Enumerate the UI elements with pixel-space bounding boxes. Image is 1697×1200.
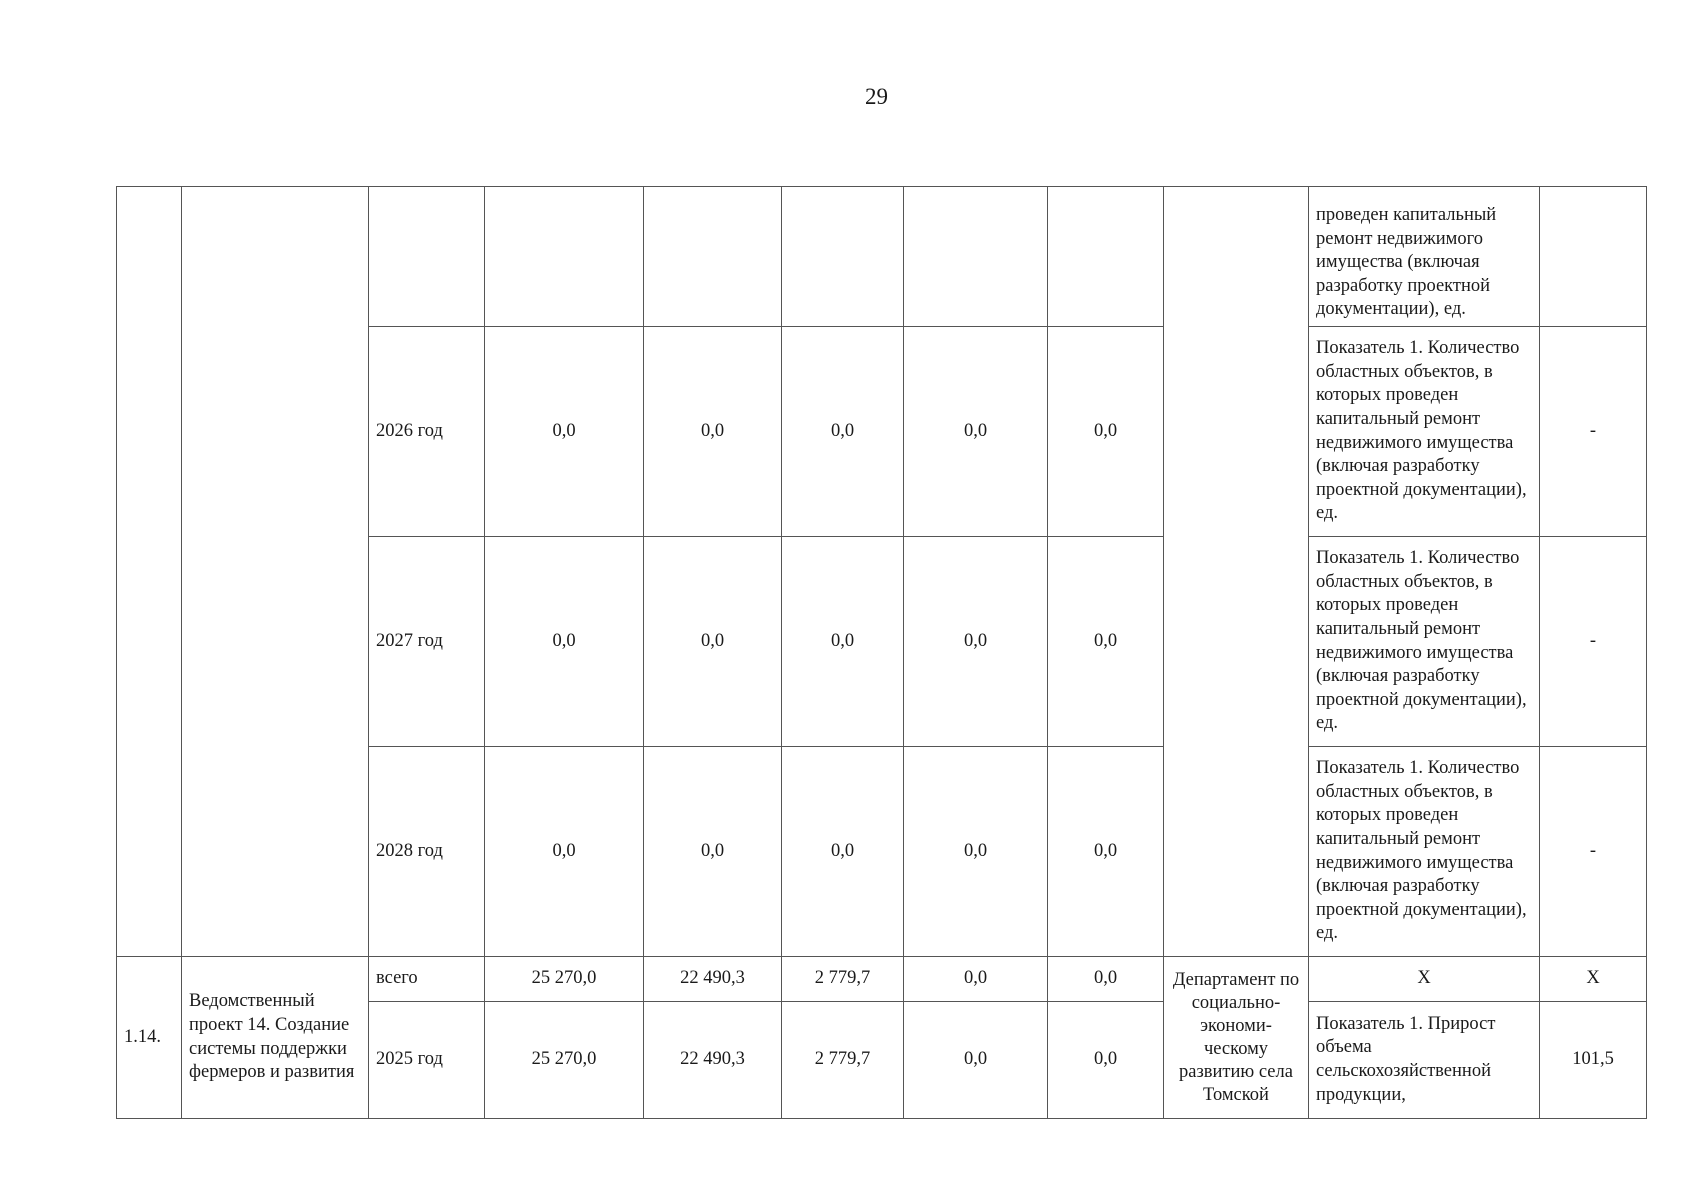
indicator-cell: Показатель 1. Количество областных объектов, в которых проведен капитальный ремонт недвижимого имущества (включая разработку проектной документации), ед. bbox=[1309, 327, 1540, 537]
value-cell: 0,0 bbox=[1048, 957, 1164, 1002]
value-cell bbox=[485, 187, 644, 327]
value-cell: 25 270,0 bbox=[485, 957, 644, 1002]
value-cell: 25 270,0 bbox=[485, 1002, 644, 1119]
indicator-value-cell: - bbox=[1540, 537, 1647, 747]
table-row bbox=[117, 187, 1647, 327]
row-name-cell bbox=[182, 187, 369, 957]
indicator-cell: Показатель 1. Прирост объема сельскохозяйственной продукции, bbox=[1309, 1002, 1540, 1119]
value-cell bbox=[782, 187, 904, 327]
value-cell: 22 490,3 bbox=[644, 1002, 782, 1119]
page-number: 29 bbox=[865, 84, 888, 109]
value-cell: 2 779,7 bbox=[782, 1002, 904, 1119]
value-cell: 0,0 bbox=[782, 537, 904, 747]
value-cell: 0,0 bbox=[904, 537, 1048, 747]
period-cell: всего bbox=[369, 957, 485, 1002]
budget-table bbox=[116, 186, 1647, 1119]
value-cell: 2 779,7 bbox=[782, 957, 904, 1002]
value-cell: 0,0 bbox=[1048, 327, 1164, 537]
value-cell bbox=[644, 187, 782, 327]
indicator-value-cell: X bbox=[1540, 957, 1647, 1002]
period-cell bbox=[369, 187, 485, 327]
indicator-value-cell: - bbox=[1540, 747, 1647, 957]
period-cell: 2025 год bbox=[369, 1002, 485, 1119]
value-cell: 0,0 bbox=[485, 327, 644, 537]
value-cell: 0,0 bbox=[1048, 747, 1164, 957]
indicator-value-cell: 101,5 bbox=[1540, 1002, 1647, 1119]
indicator-cell: Показатель 1. Количество областных объектов, в которых проведен капитальный ремонт недвижимого имущества (включая разработку проектной документации), ед. bbox=[1309, 537, 1540, 747]
indicator-cell: X bbox=[1309, 957, 1540, 1002]
value-cell: 22 490,3 bbox=[644, 957, 782, 1002]
value-cell: 0,0 bbox=[644, 537, 782, 747]
indicator-cell: проведен капитальный ремонт недвижимого имущества (включая разработку проектной документации), ед. bbox=[1309, 187, 1540, 327]
value-cell: 0,0 bbox=[1048, 537, 1164, 747]
value-cell bbox=[904, 187, 1048, 327]
value-cell: 0,0 bbox=[1048, 1002, 1164, 1119]
period-cell: 2027 год bbox=[369, 537, 485, 747]
value-cell: 0,0 bbox=[904, 747, 1048, 957]
period-cell: 2028 год bbox=[369, 747, 485, 957]
indicator-cell: Показатель 1. Количество областных объектов, в которых проведен капитальный ремонт недвижимого имущества (включая разработку проектной документации), ед. bbox=[1309, 747, 1540, 957]
project-name-cell: Ведомственный проект 14. Создание системы поддержки фермеров и развития bbox=[182, 957, 369, 1119]
indicator-value-cell: - bbox=[1540, 327, 1647, 537]
value-cell bbox=[1048, 187, 1164, 327]
department-cell bbox=[1164, 187, 1309, 957]
indicator-value-cell bbox=[1540, 187, 1647, 327]
department-cell: Департамент по социально-экономи-ческому развитию села Томской bbox=[1164, 957, 1309, 1119]
table-row bbox=[117, 957, 1647, 1002]
value-cell: 0,0 bbox=[904, 1002, 1048, 1119]
value-cell: 0,0 bbox=[782, 327, 904, 537]
value-cell: 0,0 bbox=[904, 957, 1048, 1002]
value-cell: 0,0 bbox=[644, 327, 782, 537]
value-cell: 0,0 bbox=[782, 747, 904, 957]
row-number-cell bbox=[117, 187, 182, 957]
row-number-cell: 1.14. bbox=[117, 957, 182, 1119]
period-cell: 2026 год bbox=[369, 327, 485, 537]
value-cell: 0,0 bbox=[485, 537, 644, 747]
value-cell: 0,0 bbox=[904, 327, 1048, 537]
value-cell: 0,0 bbox=[485, 747, 644, 957]
value-cell: 0,0 bbox=[644, 747, 782, 957]
